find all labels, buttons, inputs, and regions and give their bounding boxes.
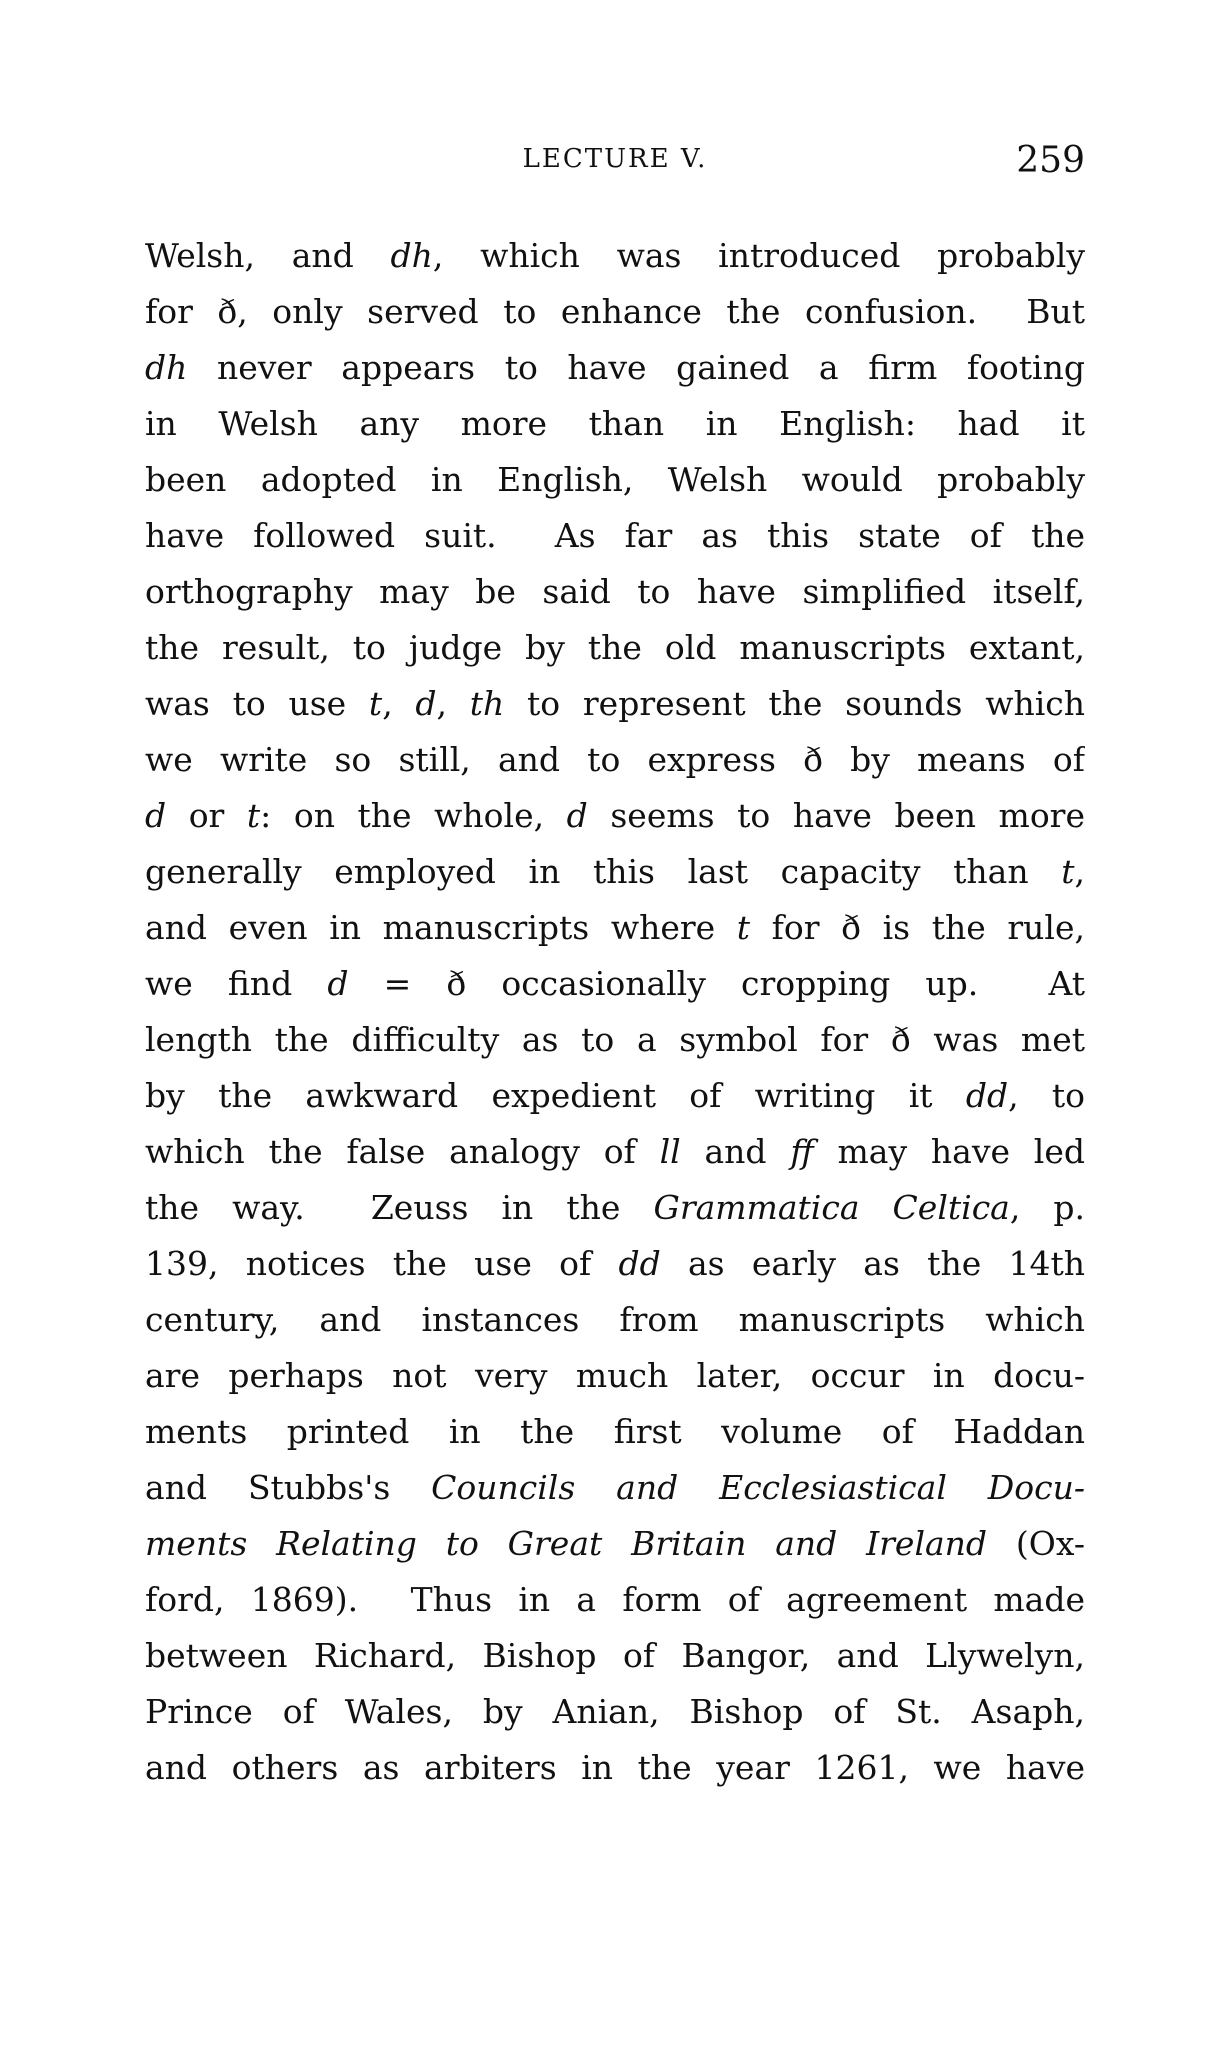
italic-text: d [145,796,167,835]
text-segment: Welsh, and [145,236,391,275]
text-line [145,1236,1085,1292]
text-segment: , [1074,852,1085,891]
text-line [145,844,1085,900]
text-segment: ments printed in the first volume of Haddan [145,1412,1085,1451]
text-segment: for ð is the rule, [750,908,1085,947]
text-line [145,620,1085,676]
italic-text: d [415,684,437,723]
text-line [145,1740,1085,1796]
italic-text: t [246,796,261,835]
italic-text: dd [618,1244,661,1283]
italic-text: dh [390,236,433,275]
text-line [145,788,1085,844]
text-segment: , [382,684,416,723]
text-segment: never appears to have gained a firm footing [187,348,1085,387]
italic-text: Councils and Ecclesiastical Docu- [431,1468,1085,1507]
text-segment: and others as arbiters in the year 1261, we have [145,1748,1085,1787]
text-line [145,1684,1085,1740]
italic-text: dh [145,348,188,387]
italic-text: ments Relating to Great Britain and Ireland [145,1524,988,1563]
text-line [145,732,1085,788]
text-line [145,396,1085,452]
text-segment: generally employed in this last capacity than [145,852,1062,891]
text-line [145,1348,1085,1404]
text-line [145,676,1085,732]
text-segment: : on the whole, [260,796,567,835]
text-line [145,340,1085,396]
text-segment: was to use [145,684,369,723]
text-segment: seems to have been more [587,796,1085,835]
text-segment: the result, to judge by the old manuscripts extant, [145,628,1085,667]
text-segment: 139, notices the use of [145,1244,619,1283]
text-segment: , to [1008,1076,1085,1115]
text-line [145,564,1085,620]
running-title: LECTURE V. [522,144,708,174]
text-segment: between Richard, Bishop of Bangor, and Llywelyn, [145,1636,1085,1675]
italic-text: t [368,684,383,723]
italic-text: d [327,964,349,1003]
text-line [145,1292,1085,1348]
text-segment: Prince of Wales, by Anian, Bishop of St. Asaph, [145,1692,1085,1731]
text-segment: orthography may be said to have simplified itself, [145,572,1085,611]
text-line [145,1068,1085,1124]
text-line [145,1628,1085,1684]
text-segment: as early as the 14th [660,1244,1085,1283]
text-line [145,284,1085,340]
text-segment: century, and instances from manuscripts which [145,1300,1085,1339]
text-segment: , p. [1009,1188,1085,1227]
text-segment: and [680,1132,791,1171]
text-line [145,1124,1085,1180]
text-segment: and Stubbs's [145,1468,432,1507]
italic-text: ff [790,1132,814,1171]
text-segment: length the difficulty as to a symbol for ð was met [145,1020,1085,1059]
text-line [145,1516,1085,1572]
text-segment: in Welsh any more than in English: had it [145,404,1085,443]
running-head [145,140,1085,190]
text-segment: are perhaps not very much later, occur in docu- [145,1356,1085,1395]
text-segment: by the awkward expedient of writing it [145,1076,966,1115]
text-segment: we write so still, and to express ð by means of [145,740,1085,779]
text-line [145,508,1085,564]
italic-text: d [566,796,588,835]
text-line [145,228,1085,284]
text-line [145,1572,1085,1628]
italic-text: t [736,908,751,947]
text-segment: and even in manuscripts where [145,908,737,947]
text-segment: we find [145,964,328,1003]
text-segment: the way. Zeuss in the [145,1188,654,1227]
text-segment: or [166,796,247,835]
text-segment: = ð occasionally cropping up. At [348,964,1085,1003]
text-line [145,900,1085,956]
text-line [145,1460,1085,1516]
text-line [145,956,1085,1012]
text-line [145,1012,1085,1068]
text-segment: have followed suit. As far as this state of the [145,516,1085,555]
text-line [145,1180,1085,1236]
text-segment: which the false analogy of [145,1132,660,1171]
text-segment: , which was introduced probably [432,236,1085,275]
text-segment: (Ox- [987,1524,1085,1563]
italic-text: t [1061,852,1075,891]
text-line [145,452,1085,508]
page-number: 259 [1016,140,1085,181]
text-line [145,1404,1085,1460]
italic-text: Grammatica Celtica [653,1188,1010,1227]
text-segment: to represent the sounds which [504,684,1085,723]
text-segment: for ð, only served to enhance the confusion. But [145,292,1085,331]
text-segment: , [436,684,470,723]
italic-text: th [469,684,505,723]
text-segment: been adopted in English, Welsh would probably [145,460,1085,499]
italic-text: dd [965,1076,1009,1115]
text-segment: ford, 1869). Thus in a form of agreement made [145,1580,1085,1619]
italic-text: ll [659,1132,681,1171]
body-text [145,228,1085,1796]
text-segment: may have led [813,1132,1085,1171]
